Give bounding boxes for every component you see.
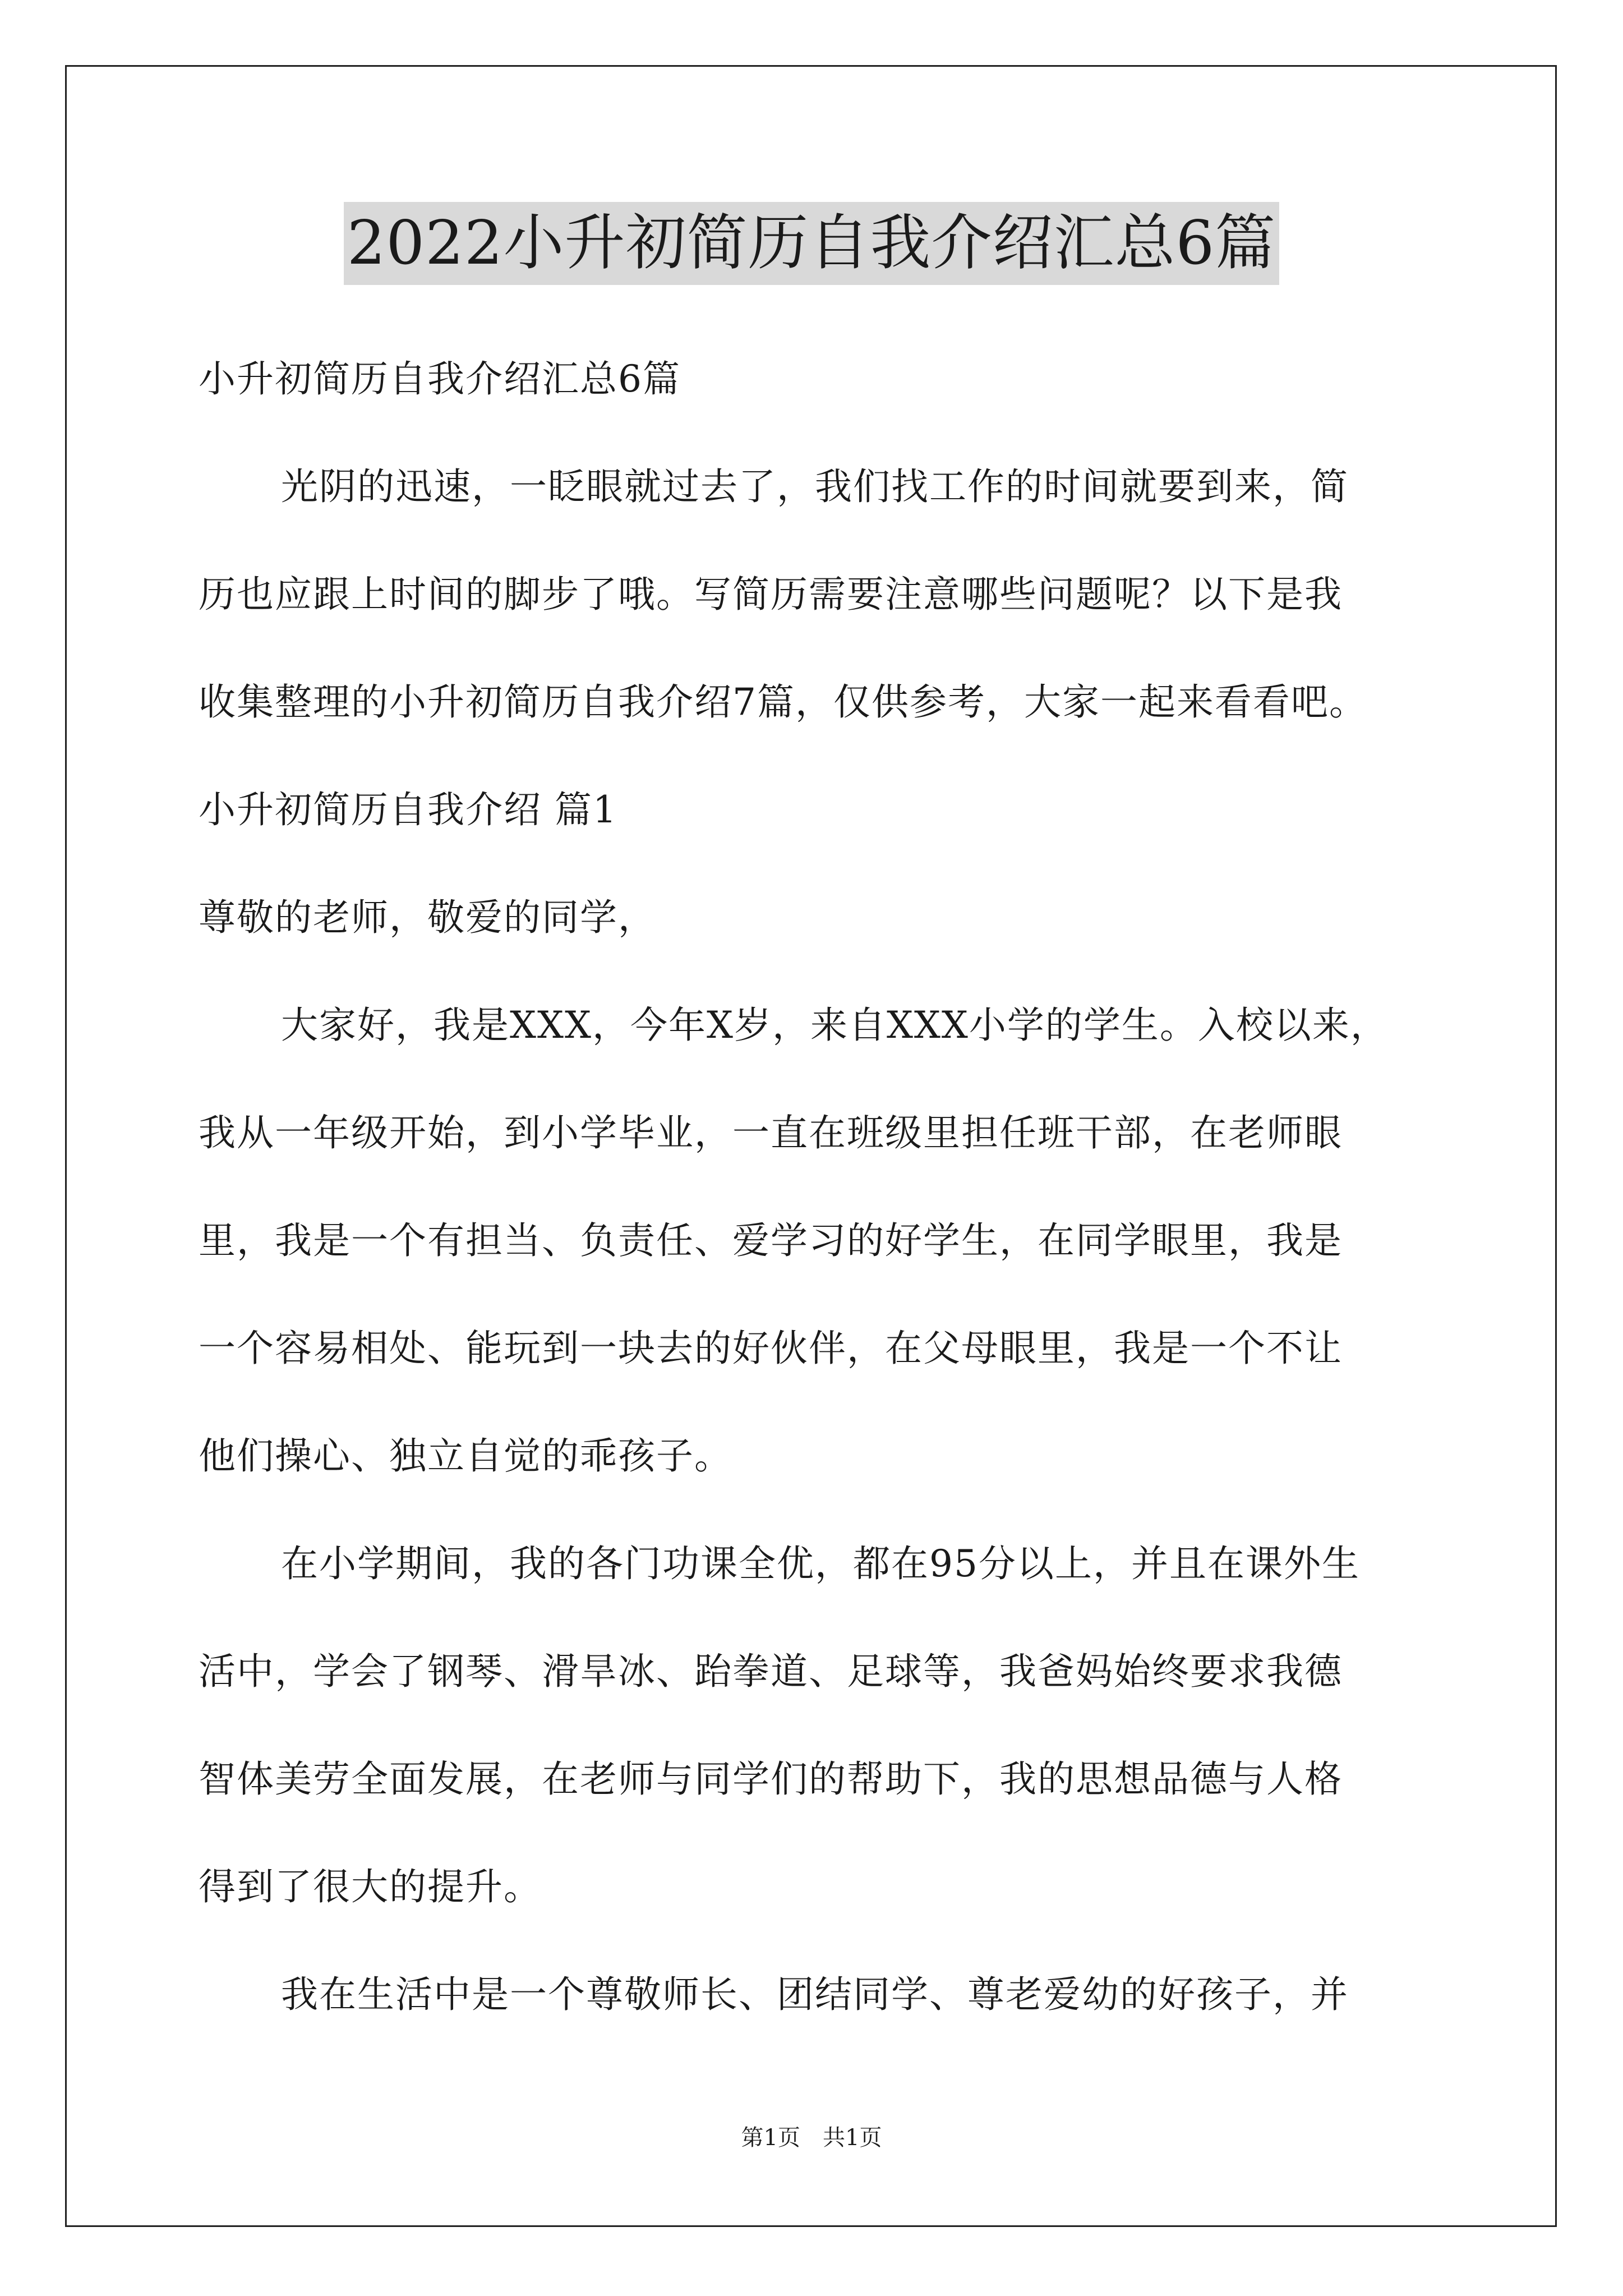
- title-container: [0, 202, 1623, 285]
- paragraph-line: 在小学期间，我的各门功课全优，都在95分以上，并且在课外生: [281, 1542, 1360, 1585]
- paragraph-line: 智体美劳全面发展，在老师与同学们的帮助下，我的思想品德与人格: [199, 1757, 1343, 1801]
- paragraph-line: 我在生活中是一个尊敬师长、团结同学、尊老爱幼的好孩子，并: [281, 1973, 1349, 2016]
- paragraph-line: 大家好，我是XXX，今年X岁，来自XXX小学的学生。入校以来，: [281, 1004, 1389, 1047]
- paragraph-line: 他们操心、独立自觉的乖孩子。: [199, 1434, 732, 1478]
- salutation-line: 尊敬的老师，敬爱的同学，: [199, 896, 656, 939]
- section-heading: 小升初简历自我介绍 篇1: [199, 788, 617, 831]
- paragraph-line: 收集整理的小升初简历自我介绍7篇，仅供参考，大家一起来看看吧。: [199, 680, 1367, 724]
- paragraph-line: 里，我是一个有担当、负责任、爱学习的好学生，在同学眼里，我是: [199, 1219, 1343, 1262]
- paragraph-line: 历也应跟上时间的脚步了哦。写简历需要注意哪些问题呢？以下是我: [199, 573, 1343, 616]
- page-footer: 第1页 共1页: [741, 2125, 882, 2151]
- paragraph-line: 光阴的迅速，一眨眼就过去了，我们找工作的时间就要到来，简: [281, 465, 1349, 508]
- paragraph-line: 一个容易相处、能玩到一块去的好伙伴，在父母眼里，我是一个不让: [199, 1327, 1343, 1370]
- paragraph-line: 活中，学会了钢琴、滑旱冰、跆拳道、足球等，我爸妈始终要求我德: [199, 1650, 1343, 1693]
- document-title: 2022小升初简历自我介绍汇总6篇: [344, 202, 1280, 285]
- paragraph-line: 得到了很大的提升。: [199, 1865, 542, 1908]
- subtitle-line: 小升初简历自我介绍汇总6篇: [199, 357, 681, 401]
- paragraph-line: 我从一年级开始，到小学毕业，一直在班级里担任班干部，在老师眼: [199, 1111, 1343, 1154]
